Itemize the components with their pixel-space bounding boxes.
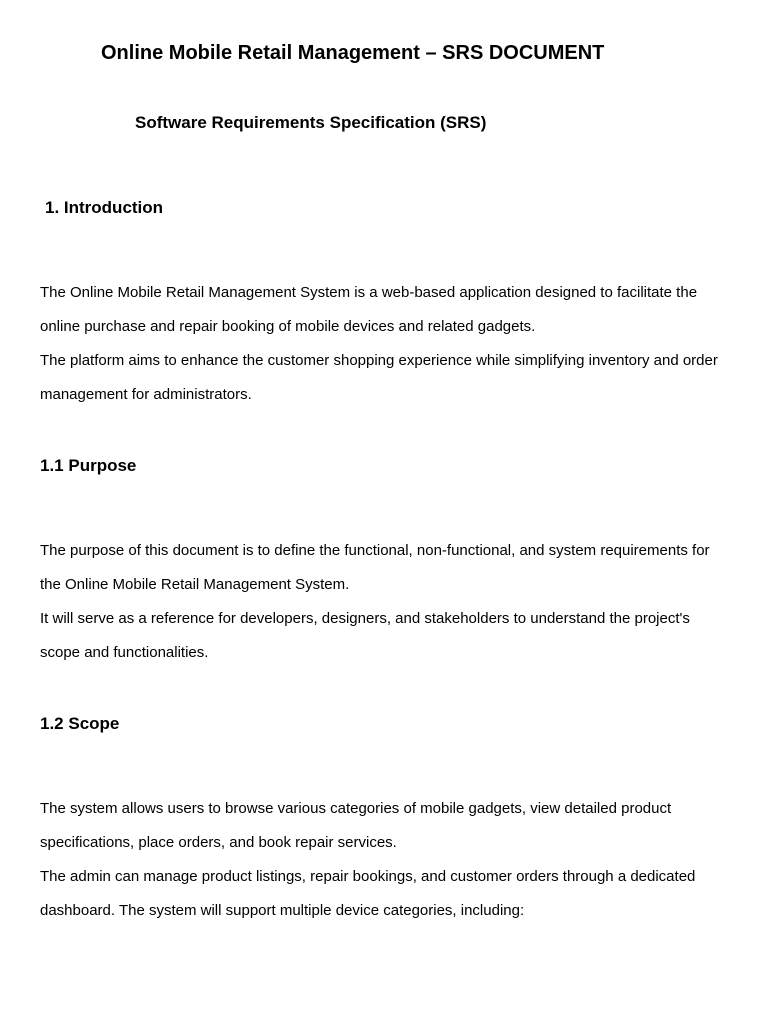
paragraph-line: It will serve as a reference for developers, designers, and stakeholders to understand the project's [40, 610, 690, 627]
section-heading-introduction: 1. Introduction [45, 198, 164, 217]
document-subtitle: Software Requirements Specification (SRS) [135, 113, 487, 132]
paragraph-line: specifications, place orders, and book repair services. [40, 834, 397, 851]
paragraph-line: scope and functionalities. [40, 644, 209, 661]
paragraph-line: online purchase and repair booking of mobile devices and related gadgets. [40, 318, 536, 335]
document-title: Online Mobile Retail Management – SRS DOCUMENT [101, 42, 605, 64]
paragraph-line: The purpose of this document is to define the functional, non-functional, and system requirements for [40, 542, 710, 559]
paragraph-line: management for administrators. [40, 386, 252, 403]
section-heading-purpose: 1.1 Purpose [40, 456, 137, 475]
section-body-scope [40, 792, 750, 928]
paragraph-line: The admin can manage product listings, repair bookings, and customer orders through a dedicated [40, 868, 696, 885]
paragraph-line: the Online Mobile Retail Management System. [40, 576, 350, 593]
section-body-purpose [40, 534, 750, 670]
section-heading-scope: 1.2 Scope [40, 714, 120, 733]
paragraph-line: The platform aims to enhance the customer shopping experience while simplifying inventory and order [40, 352, 718, 369]
paragraph-line: dashboard. The system will support multiple device categories, including: [40, 902, 525, 919]
section-body-introduction [40, 276, 750, 412]
paragraph-line: The Online Mobile Retail Management System is a web-based application designed to facilitate the [40, 284, 698, 301]
paragraph-line: The system allows users to browse various categories of mobile gadgets, view detailed product [40, 800, 672, 817]
